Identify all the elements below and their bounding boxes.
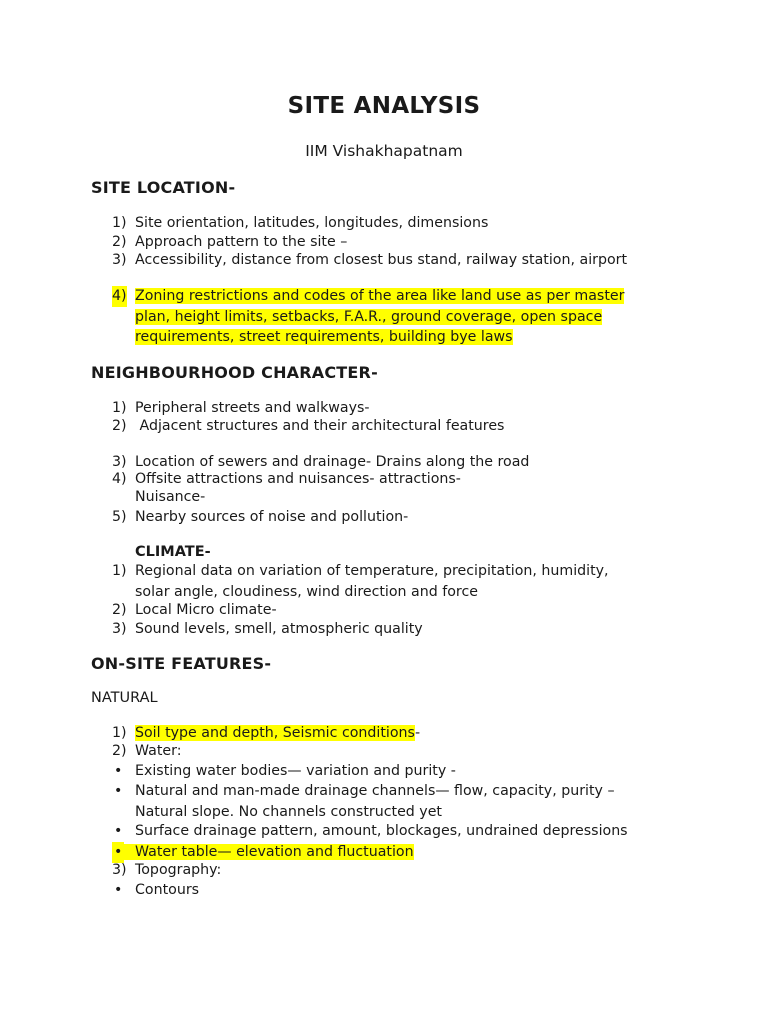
page-subtitle: IIM Vishakhapatnam (305, 142, 463, 160)
highlighted-text-line: Zoning restrictions and codes of the area like land use as per master (135, 288, 625, 304)
list-item-text: Location of sewers and drainage- Drains along the road (135, 454, 530, 470)
highlighted-text: Soil type and depth, Seismic conditions (135, 725, 415, 741)
list-item-text: Water: (135, 743, 182, 759)
bullet-icon: • (114, 763, 123, 779)
list-item-text (135, 286, 624, 348)
bullet-icon: • (114, 783, 123, 799)
climate-heading: CLIMATE- (135, 544, 211, 560)
list-marker: 3) (112, 862, 127, 878)
site-location-heading: SITE LOCATION- (91, 178, 236, 197)
onsite-features-heading: ON-SITE FEATURES- (91, 654, 272, 673)
highlighted-text: Water table— elevation and fluctuation (123, 844, 414, 860)
list-marker: 2) (112, 602, 127, 618)
list-item-text: Peripheral streets and walkways- (135, 400, 370, 416)
list-item-text: Contours (135, 882, 200, 898)
text-line: Natural slope. No channels constructed yet (135, 803, 442, 820)
list-item-text (135, 561, 609, 602)
page-title: SITE ANALYSIS (287, 93, 481, 119)
text-line: Nuisance- (135, 489, 206, 505)
list-marker: 4) (112, 286, 127, 307)
bullet-icon: • (114, 823, 123, 839)
list-marker: 1) (112, 215, 127, 231)
list-item-text (135, 470, 461, 506)
list-marker: 2) (112, 233, 127, 250)
bullet-icon: • (114, 882, 123, 898)
list-item-text (135, 781, 615, 822)
list-marker: 2) (112, 418, 127, 434)
text-line: Natural and man-made drainage channels— flow, capacity, purity – (135, 783, 615, 799)
natural-heading: NATURAL (91, 690, 158, 706)
list-marker: 4) (112, 471, 127, 487)
list-item-text: Sound levels, smell, atmospheric quality (135, 621, 423, 637)
list-item-text: Approach pattern to the site – (135, 233, 348, 250)
bullet-icon: • (112, 842, 124, 863)
text-line: solar angle, cloudiness, wind direction and force (135, 583, 478, 600)
list-item-text: Topography: (135, 862, 222, 878)
neighbourhood-heading: NEIGHBOURHOOD CHARACTER- (91, 363, 378, 382)
list-marker: 2) (112, 743, 127, 759)
list-marker: 3) (112, 621, 127, 637)
list-item-text: Accessibility, distance from closest bus stand, railway station, airport (135, 251, 628, 268)
list-marker: 1) (112, 563, 127, 579)
list-item-text: Adjacent structures and their architectural features (135, 418, 505, 434)
text-tail: - (414, 725, 421, 741)
list-marker: 1) (112, 725, 127, 741)
list-marker: 3) (112, 251, 127, 268)
text-line: Offsite attractions and nuisances- attractions- (135, 471, 461, 487)
list-item-text: Local Micro climate- (135, 602, 277, 618)
list-item-text: Site orientation, latitudes, longitudes, dimensions (135, 215, 489, 231)
list-marker: 5) (112, 509, 127, 525)
list-marker: 3) (112, 454, 127, 470)
highlighted-text-line: requirements, street requirements, building bye laws (135, 329, 513, 345)
list-marker: 1) (112, 400, 127, 416)
list-item-text: Nearby sources of noise and pollution- (135, 509, 409, 525)
list-item-text: Existing water bodies— variation and purity - (135, 763, 456, 779)
text-line: Regional data on variation of temperature, precipitation, humidity, (135, 563, 609, 579)
list-item-text: Surface drainage pattern, amount, blockages, undrained depressions (135, 823, 628, 839)
highlighted-text-line: plan, height limits, setbacks, F.A.R., ground coverage, open space (135, 308, 603, 325)
